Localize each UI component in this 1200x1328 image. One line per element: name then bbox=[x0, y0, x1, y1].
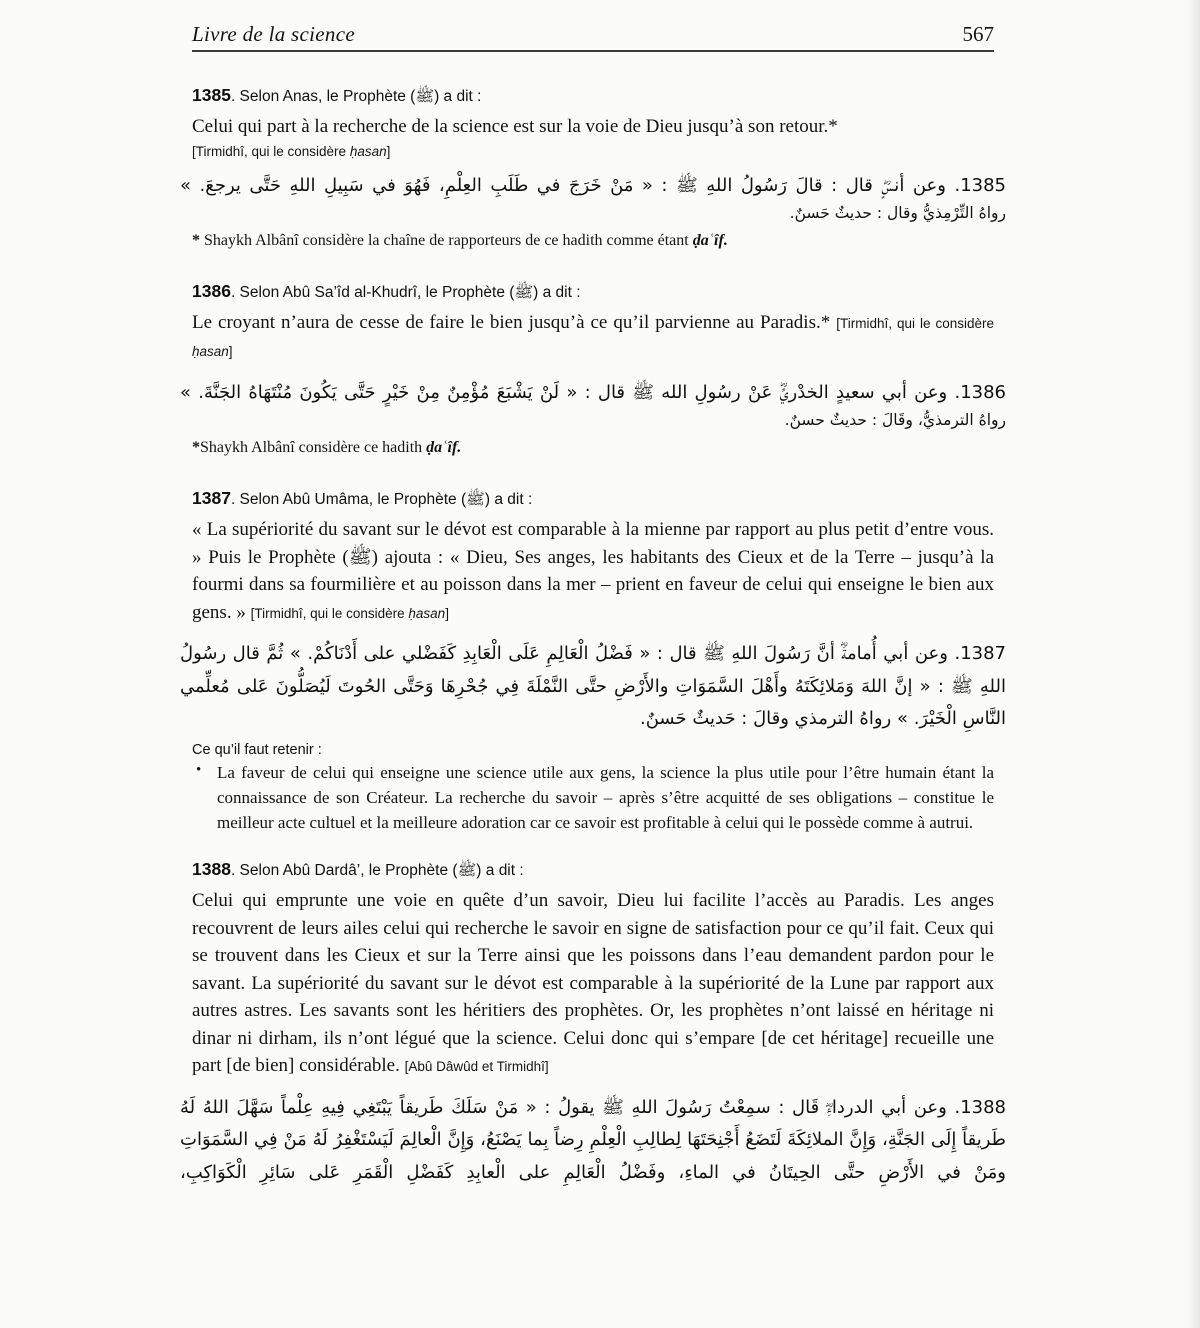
hadith-intro: . Selon Anas, le Prophète (ﷺ) a dit : bbox=[230, 88, 482, 105]
hadith-number: 1387 bbox=[192, 488, 231, 509]
footnote-grading-term: ḍaʿîf. bbox=[692, 231, 728, 249]
footnote-text: Shaykh Albânî considère la chaîne de rapporteurs de ce hadith comme étant bbox=[200, 231, 693, 249]
key-point-text: La faveur de celui qui enseigne une science utile aux gens, la science la plus utile pour l’être humain étant la connaissance de son Créateur. La recherche du savoir – après s’être acquitté de ses obligations – constitue le meilleur acte cultuel et la meilleure adoration car ce savoir est profitable à celui qui le possède comme à autrui. bbox=[217, 763, 994, 833]
hadith-number: 1385 bbox=[192, 85, 231, 105]
source-reference bbox=[251, 606, 449, 621]
hadith-french-body: « La supériorité du savant sur le dévot est comparable à la mienne par rapport au plus petit d’entre vous. » Puis le Prophète (ﷺ) ajouta : « Dieu, Ses anges, les habitants des Cieux et de la Terre – jusqu’à la fourmi dans sa fourmilière et au poisson dans la mer – prient en faveur de celui qui enseigne le bien aux gens. » bbox=[192, 519, 994, 623]
hadith-header bbox=[192, 85, 994, 109]
hadith-french-body: Celui qui emprunte une voie en quête d’un savoir, Dieu lui facilite l’accès au Paradis. Les anges recouvrent de leurs ailes celui qui recherche le savoir en signe de satisfaction pour ce qu’il fait. Ceux qui se trouvent dans les Cieux et sur la Terre ainsi que les poissons dans l’eau demandent pardon pour le savant. La supériorité du savant sur le dévot est comparable à la supériorité de la Lune par rapport aux autres astres. Les savants sont les héritiers des prophètes. Or, les prophètes n’ont laissé en héritage ni dinar ni dirham, ils n’ont légué que la science. Celui donc qui s’empare [de cet héritage] recueille une part [de bien] considérable. bbox=[192, 890, 994, 1077]
source-bracket: ] bbox=[386, 143, 391, 159]
key-point-item bbox=[192, 760, 994, 835]
source-grading-term: ḥasan bbox=[192, 344, 229, 360]
hadith-french-text bbox=[192, 309, 994, 366]
hadith-section-1388 bbox=[180, 859, 1006, 1189]
hadith-intro: . Selon Abû Umâma, le Prophète (ﷺ) a dit : bbox=[230, 491, 533, 509]
source-text: [Abû Dâwûd et Tirmidhî] bbox=[404, 1059, 549, 1075]
page-number: 567 bbox=[962, 22, 994, 46]
source-bracket: ] bbox=[445, 605, 449, 621]
hadith-intro: . Selon Abû Sa’îd al-Khudrî, le Prophète (ﷺ) a dit : bbox=[230, 283, 581, 301]
source-text: [Tirmidhî, qui le considère bbox=[192, 143, 350, 159]
hadith-arabic-text: 1386. وعن أبي سعيدٍ الخدْريِّؓ عَنْ رسُولِ الله ﷺ قال : « لَنْ يَشْبَعَ مُؤْمِنٌ مِنْ خَيْرٍ حَتَّى يَكُونَ مُنْتَهَاهُ الجَنَّةَ. » bbox=[180, 381, 1006, 403]
source-reference bbox=[192, 144, 994, 159]
key-points-label: Ce qu’il faut retenir : bbox=[192, 742, 322, 759]
header-rule bbox=[192, 50, 994, 52]
hadith-arabic-text: 1387. وعن أبي أُمامةَؓ أنَّ رَسُولَ اللهِ ﷺ قال : « فَضْلُ الْعَالِمِ عَلَى الْعَابِدِ كَفَضْلي على أَدْنَاكُمْ. » ثُمَّ قال رسُولُ اللهِ ﷺ : « إنَّ اللهَ وَمَلائِكَتَهُ وأَهْلَ السَّمَوَاتِ والأَرْضِ حتَّى النَّمْلَةَ فِي جُحْرِهَا وَحَتَّى الحُوتَ لَيُصَلُّونَ عَلى مُعلِّمي النَّاسِ الْخَيْرَ. » رواهُ الترمذي وقالَ : حَديثٌ حَسنٌ. bbox=[180, 643, 1006, 730]
hadith-header bbox=[192, 859, 994, 883]
arabic-grading-line: رواهُ الترمذيُّ، وقَالَ : حديثٌ حسنٌ. bbox=[784, 411, 1006, 430]
hadith-arabic-text: 1388. وعن أبي الدرداءِؓ قَال : سمِعْتُ رَسُولَ اللهِ ﷺ يقولُ : « مَنْ سَلَكَ طَريقاً يَبْتَغِي فِيهِ عِلْماً سَهَّلَ اللهُ لَهُ طَريقاً إِلَى الجَنَّةِ، وَإِنَّ الملائِكَةَ لَتَضَعُ أَجْنِحَتَهَا لِطالِبِ الْعِلْمِ رِضاً بِما يَصْنَعُ، وَإِنَّ الْعالِمَ لَيَسْتَغْفِرُ لَهُ مَنْ فِي السَّمَوَاتِ ومَنْ في الأَرْضِ حتَّى الحِيتَانُ في الماءِ، وفَضْلُ الْعَالِمِ على الْعابِدِ كَفَضْلِ الْقَمَرِ عَلى سَائِرِ الْكَوَاكِبِ، bbox=[180, 1096, 1006, 1183]
page-running-header bbox=[192, 0, 994, 47]
hadith-number: 1388 bbox=[192, 859, 231, 880]
source-grading-term: ḥasan bbox=[349, 143, 387, 159]
footnote-grading-term: ḍaʿîf. bbox=[426, 439, 462, 457]
source-grading-term: ḥasan bbox=[408, 605, 446, 621]
hadith-arabic-text: 1385. وعن أنسٍؓ قال : قالَ رَسُولُ اللهِ ﷺ : « مَنْ خَرَجَ في طَلَبِ العِلْمِ، فَهُوَ في سَبِيلِ اللهِ حَتَّى يرجعَ. » bbox=[180, 174, 1006, 196]
hadith-number: 1386 bbox=[192, 280, 231, 301]
source-reference bbox=[405, 1059, 549, 1074]
hadith-header bbox=[192, 281, 994, 305]
footnote bbox=[192, 437, 994, 458]
hadith-french-body: Le croyant n’aura de cesse de faire le bien jusqu’à ce qu’il parvienne au Paradis.* bbox=[192, 311, 837, 333]
source-bracket: ] bbox=[228, 344, 233, 360]
hadith-french-text: Celui qui part à la recherche de la science est sur la voie de Dieu jusqu’à son retour.* bbox=[192, 116, 838, 137]
hadith-header bbox=[192, 488, 994, 512]
book-title: Livre de la science bbox=[192, 22, 355, 46]
hadith-section-1386 bbox=[180, 280, 1006, 458]
source-text: [Tirmidhî, qui le considère bbox=[836, 315, 994, 331]
hadith-section-1385 bbox=[180, 85, 1006, 251]
arabic-grading-line: رواهُ التِّرْمِذيُّ وقال : حديثٌ حَسنٌ. bbox=[789, 203, 1006, 222]
hadith-section-1387 bbox=[180, 488, 1006, 835]
footnote bbox=[192, 230, 994, 251]
footnote-marker: * bbox=[192, 231, 200, 249]
source-text: [Tirmidhî, qui le considère bbox=[250, 605, 409, 621]
bullet-icon: • bbox=[196, 762, 202, 779]
hadith-french-text bbox=[192, 516, 994, 627]
footnote-text: Shaykh Albânî considère ce hadith bbox=[200, 439, 427, 457]
hadith-french-text bbox=[192, 887, 994, 1081]
footnote-marker: * bbox=[192, 439, 200, 457]
hadith-intro: . Selon Abû Dardâ’, le Prophète (ﷺ) a dit : bbox=[230, 862, 524, 880]
